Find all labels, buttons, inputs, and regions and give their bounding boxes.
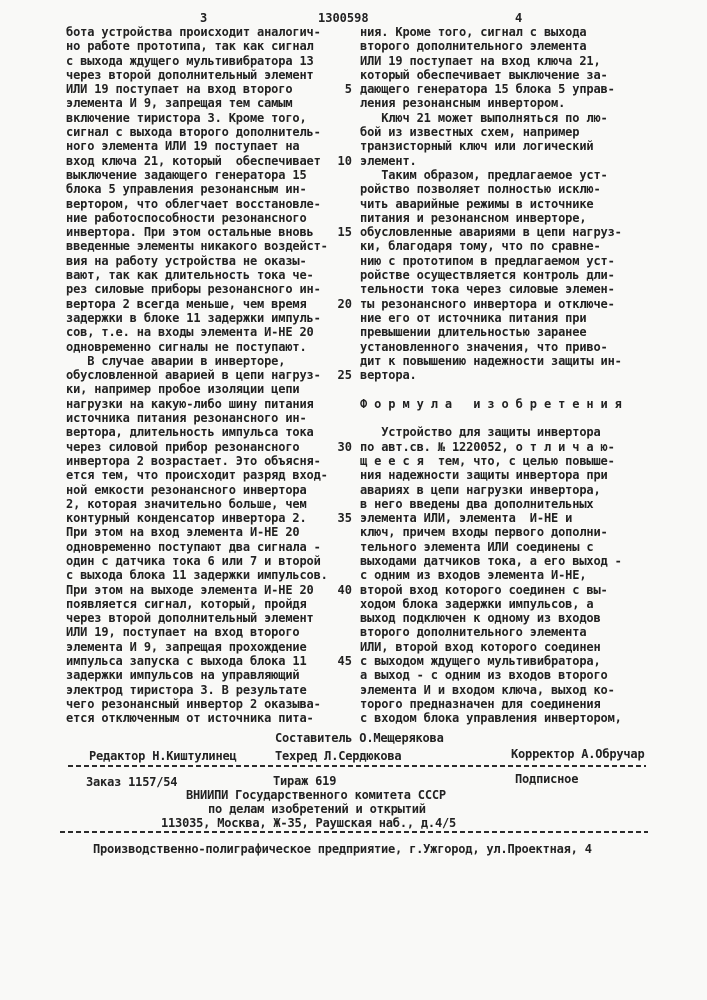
left-column-text: бота устройства происходит аналогич- но работе прототипа, так как сигнал с выхода ждущего мультивибратора 13 через второй дополнительный элемент ИЛИ 19 поступает на вход второго элемента И 9, запрещая тем самым включение тиристора 3. Кроме того, сигнал с выхода второго дополнитель- ного элемента ИЛИ 19 поступает на вход ключа 21, который обеспечивает выключение задающего генератора 15 блока 5 управления резонансным ин- вертором, что облегчает восстановле- ние работоспособности резонансного инвертора. При этом остальные вновь введенные элементы никакого воздейст- вия на работу устройства не оказы- вают, так как длительность тока че- рез силовые приборы резонансного ин- вертора 2 всегда меньше, чем время задержки в блоке 11 задержки импуль- сов, т.е. на входы элемента И-НЕ 20 одновременно сигналы не поступают. В случае аварии в инверторе, обусловленной аварией в цепи нагруз- ки, например пробое изоляции цепи нагрузки на какую-либо шину питания источника питания резонансного ин- вертора, длительность импульса тока через силовой прибор резонансного инвертора 2 возрастает. Это объясня- ется тем, что происходит разряд вход- ной емкости резонансного инвертора 2, которая значительно больше, чем контурный конденсатор инвертора 2. При этом на вход элемента И-НЕ 20 одновременно поступают два сигнала - один с датчика тока 6 или 7 и второй с выхода блока 11 задержки импульсов. При этом на выходе элемента И-НЕ 20 появляется сигнал, который, пройдя через второй дополнительный элемент ИЛИ 19, поступает на вход второго элемента И 9, запрещая прохождение импульса запуска с выхода блока 11 задержки импульсов на управляющий электрод тиристора 3. В результате чего резонансный инвертор 2 оказыва- ется отключенным от источника пита-	[66, 25, 328, 726]
footer-address: 113035, Москва, Ж-35, Раушская наб., д.4/5	[161, 816, 457, 830]
dashed-divider-bottom	[60, 831, 648, 833]
footer-editor: Редактор Н.Киштулинец	[89, 749, 237, 763]
footer-organization-line2: по делам изобретений и открытий	[208, 802, 426, 816]
gutter-line-number: 5	[344, 82, 352, 97]
right-column-text: ния. Кроме того, сигнал с выхода второго дополнительного элемента ИЛИ 19 поступает на вход ключа 21, который обеспечивает выключение за- дающего генератора 15 блока 5 управ- ления резонансным инвертором. Ключ 21 может выполняться по лю- бой из известных схем, например транзисторный ключ или логический элемент. Таким образом, предлагаемое уст- ройство позволяет полностью исклю- чить аварийные режимы в источнике питания и резонансном инверторе, обусловленные авариями в цепи нагруз- ки, благодаря тому, что по сравне- нию с прототипом в предлагаемом уст- ройстве осуществляется контроль дли- тельности тока через силовые элемен- ты резонансного инвертора и отключе- ние его от источника питания при превышении длительностью заранее установленного значения, что приво- дит к повышению надежности защиты ин- вертора. Ф о р м у л а и з о б р е т е н и я Устройство для защиты инвертора по авт.св. № 1220052, о т л и ч а ю- щ е е с я тем, что, с целью повыше- ния надежности защиты инвертора при авариях в цепи нагрузки инвертора, в него введены два дополнительных элемента ИЛИ, элемента И-НЕ и ключ, причем входы первого дополни- тельного элемента ИЛИ соединены с выходами датчиков тока, а его выход - с одним из входов элемента И-НЕ, второй вход которого соединен с вы- ходом блока задержки импульсов, а выход подключен к одному из входов второго дополнительного элемента ИЛИ, второй вход которого соединен с выходом ждущего мультивибратора, а выход - с одним из входов второго элемента И и входом ключа, выход ко- торого предназначен для соединения с входом блока управления инвертором,	[360, 25, 622, 726]
footer-compiler: Составитель О.Мещерякова	[275, 731, 444, 745]
footer-subscription: Подписное	[515, 772, 579, 786]
gutter-line-number: 45	[337, 654, 352, 669]
gutter-line-number: 30	[337, 439, 352, 454]
footer-techred: Техред Л.Сердюкова	[275, 749, 402, 763]
page-number-left: 3	[200, 11, 208, 25]
footer-printing-house: Производственно-полиграфическое предприятие, г.Ужгород, ул.Проектная, 4	[93, 842, 592, 856]
dashed-divider-top	[68, 765, 646, 767]
footer-print-run: Тираж 619	[273, 774, 337, 788]
footer-corrector: Корректор А.Обручар	[511, 747, 645, 761]
gutter-line-number: 10	[337, 153, 352, 168]
gutter-line-number: 40	[337, 582, 352, 597]
line-number-gutter	[330, 25, 352, 705]
page-number-right: 4	[515, 11, 523, 25]
footer-order-number: Заказ 1157/54	[86, 775, 178, 789]
patent-number: 1300598	[318, 11, 369, 25]
footer-organization-line1: ВНИИПИ Государственного комитета СССР	[186, 788, 446, 802]
gutter-line-number: 35	[337, 511, 352, 526]
gutter-line-number: 20	[337, 296, 352, 311]
gutter-line-number: 15	[337, 225, 352, 240]
gutter-line-number: 25	[337, 368, 352, 383]
